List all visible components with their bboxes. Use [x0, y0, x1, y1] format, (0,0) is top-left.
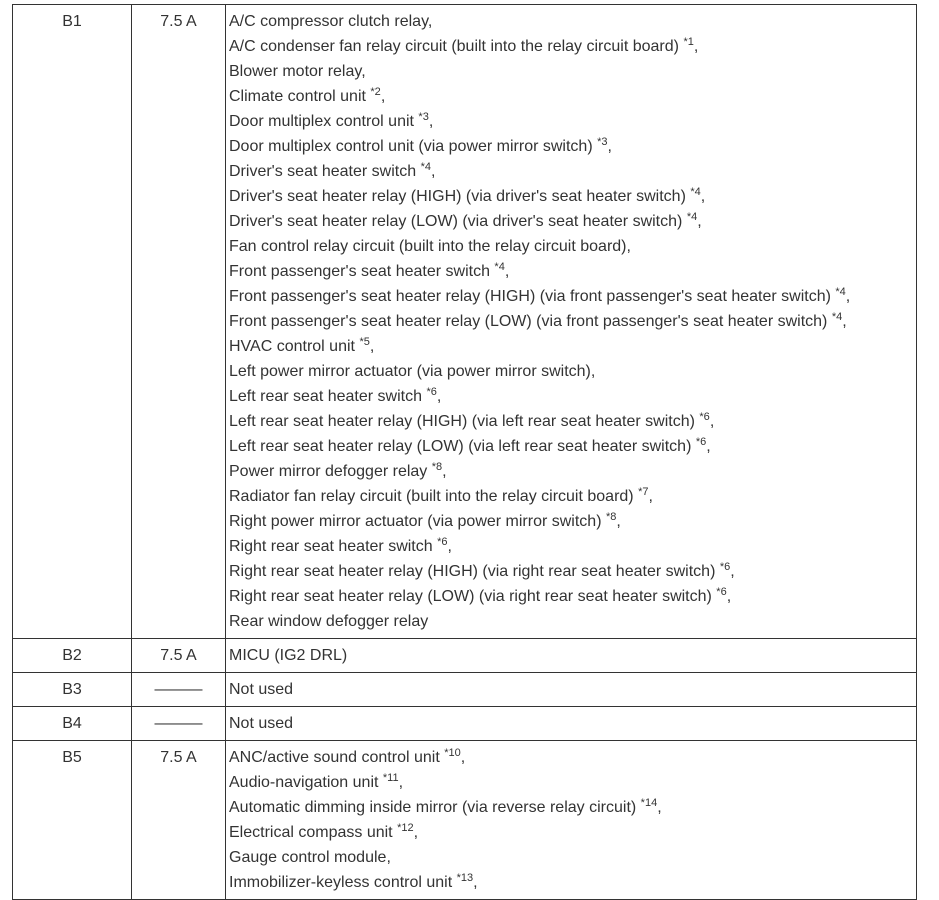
- footnote-marker: *14: [640, 797, 658, 809]
- fuse-row-b2: [13, 639, 917, 673]
- protected-circuits-cell: [226, 741, 917, 900]
- separator: ,: [693, 38, 699, 55]
- footnote-marker: *4: [835, 286, 846, 298]
- circuit-text: Right rear seat heater relay (LOW) (via right rear seat heater switch): [229, 588, 712, 605]
- separator: ,: [709, 413, 715, 430]
- footnote-marker: *5: [359, 336, 370, 348]
- footnote-marker: *3: [597, 136, 608, 148]
- footnote-marker: *12: [397, 822, 414, 834]
- protected-circuits-cell: [226, 673, 917, 707]
- circuit-line: [229, 309, 916, 334]
- circuit-line: [229, 711, 916, 736]
- separator: ,: [473, 874, 478, 891]
- separator: ,: [442, 463, 447, 480]
- circuit-line: [229, 643, 916, 668]
- circuit-line: [229, 134, 916, 159]
- circuit-text: Fan control relay circuit (built into the relay circuit board): [229, 238, 627, 255]
- circuit-text: Not used: [229, 715, 294, 732]
- separator: ,: [730, 563, 735, 580]
- circuit-line: [229, 359, 916, 384]
- footnote-marker: *7: [638, 486, 649, 498]
- footnote-marker: *1: [683, 36, 694, 48]
- circuit-text: A/C compressor clutch relay: [229, 13, 428, 30]
- circuit-text: Door multiplex control unit: [229, 113, 414, 130]
- circuit-line: [229, 84, 916, 109]
- circuit-text: Gauge control module: [229, 849, 387, 866]
- fuse-number-cell: B1: [13, 5, 132, 639]
- footnote-marker: *6: [719, 561, 731, 573]
- footnote-marker: *13: [456, 872, 474, 884]
- fuse-amperage-cell: 7.5 A: [132, 5, 226, 639]
- circuit-text: Left rear seat heater relay (HIGH) (via left rear seat heater switch): [229, 413, 695, 430]
- circuit-text: Blower motor relay: [229, 63, 362, 80]
- separator: ,: [398, 774, 404, 791]
- circuit-line: [229, 159, 916, 184]
- circuit-line: [229, 677, 916, 702]
- circuit-text: Power mirror defogger relay: [229, 463, 428, 480]
- circuit-line: [229, 870, 916, 895]
- footnote-marker: *10: [444, 747, 461, 759]
- circuit-text: Right power mirror actuator (via power mirror switch): [229, 513, 602, 530]
- circuit-text: MICU (IG2 DRL): [229, 647, 348, 664]
- circuit-line: [229, 509, 916, 534]
- separator: ,: [726, 588, 732, 605]
- separator: ,: [607, 138, 612, 155]
- fuse-row-b1: [13, 5, 917, 639]
- circuit-line: [229, 745, 916, 770]
- circuit-text: Front passenger's seat heater relay (HIGH) (via front passenger's seat heater switch): [229, 288, 831, 305]
- footnote-marker: *6: [695, 436, 707, 448]
- circuit-line: [229, 534, 916, 559]
- circuit-line: [229, 820, 916, 845]
- circuit-line: [229, 845, 916, 870]
- circuit-line: [229, 384, 916, 409]
- separator: ,: [706, 438, 711, 455]
- footnote-marker: *2: [370, 86, 381, 98]
- footnote-marker: *4: [686, 211, 698, 223]
- circuit-text: ANC/active sound control unit: [229, 749, 440, 766]
- footnote-marker: *6: [426, 386, 437, 398]
- circuit-text: Not used: [229, 681, 294, 698]
- circuit-line: [229, 209, 916, 234]
- circuit-text: Driver's seat heater relay (LOW) (via driver's seat heater switch): [229, 213, 683, 230]
- fuse-amperage-cell: 7.5 A: [132, 741, 226, 900]
- fuse-amperage-cell: 7.5 A: [132, 639, 226, 673]
- separator: ,: [648, 488, 653, 505]
- protected-circuits-cell: [226, 5, 917, 639]
- fuse-number-cell: B5: [13, 741, 132, 900]
- footnote-marker: *4: [690, 186, 701, 198]
- separator: ,: [616, 513, 621, 530]
- separator: ,: [590, 363, 596, 380]
- separator: ,: [428, 113, 434, 130]
- circuit-line: [229, 559, 916, 584]
- circuit-text: Driver's seat heater relay (HIGH) (via driver's seat heater switch): [229, 188, 686, 205]
- protected-circuits-cell: [226, 707, 917, 741]
- circuit-text: Climate control unit: [229, 88, 366, 105]
- circuit-line: [229, 584, 916, 609]
- separator: ,: [447, 538, 452, 555]
- circuit-line: [229, 109, 916, 134]
- footnote-marker: *6: [716, 586, 727, 598]
- circuit-text: Front passenger's seat heater relay (LOW) (via front passenger's seat heater switch): [229, 313, 828, 330]
- fuse-row-b3: [13, 673, 917, 707]
- fuse-number-cell: B3: [13, 673, 132, 707]
- fuse-row-b5: [13, 741, 917, 900]
- footnote-marker: *3: [418, 111, 429, 123]
- circuit-line: [229, 184, 916, 209]
- footnote-marker: *11: [382, 772, 399, 784]
- circuit-line: [229, 334, 916, 359]
- circuit-line: [229, 770, 916, 795]
- circuit-text: Automatic dimming inside mirror (via reverse relay circuit): [229, 799, 637, 816]
- fuse-number-cell: B4: [13, 707, 132, 741]
- separator: ,: [386, 849, 391, 866]
- circuit-line: [229, 9, 916, 34]
- fuse-table-body: [13, 5, 917, 900]
- circuit-text: Rear window defogger relay: [229, 613, 429, 630]
- circuit-text: HVAC control unit: [229, 338, 355, 355]
- circuit-line: [229, 284, 916, 309]
- separator: ,: [369, 338, 375, 355]
- circuit-line: [229, 459, 916, 484]
- circuit-line: [229, 259, 916, 284]
- separator: ,: [413, 824, 419, 841]
- separator: ,: [626, 238, 631, 255]
- circuit-text: Left rear seat heater relay (LOW) (via left rear seat heater switch): [229, 438, 692, 455]
- separator: ,: [430, 163, 436, 180]
- footnote-marker: *4: [420, 161, 431, 173]
- circuit-line: [229, 409, 916, 434]
- footnote-marker: *8: [431, 461, 443, 473]
- protected-circuits-cell: [226, 639, 917, 673]
- circuit-text: Radiator fan relay circuit (built into the relay circuit board): [229, 488, 634, 505]
- separator: ,: [700, 188, 706, 205]
- separator: ,: [697, 213, 702, 230]
- separator: ,: [504, 263, 510, 280]
- circuit-text: Front passenger's seat heater switch: [229, 263, 490, 280]
- circuit-text: Left rear seat heater switch: [229, 388, 422, 405]
- footnote-marker: *4: [494, 261, 505, 273]
- circuit-text: Immobilizer-keyless control unit: [229, 874, 453, 891]
- separator: ,: [657, 799, 662, 816]
- separator: ,: [361, 63, 366, 80]
- circuit-text: Left power mirror actuator (via power mirror switch): [229, 363, 591, 380]
- circuit-line: [229, 34, 916, 59]
- fuse-number-cell: B2: [13, 639, 132, 673]
- circuit-line: [229, 609, 916, 634]
- footnote-marker: *6: [699, 411, 710, 423]
- footnote-marker: *6: [437, 536, 448, 548]
- circuit-line: [229, 795, 916, 820]
- circuit-line: [229, 59, 916, 84]
- circuit-text: Driver's seat heater switch: [229, 163, 417, 180]
- circuit-line: [229, 434, 916, 459]
- fuse-amperage-cell: ———: [132, 707, 226, 741]
- circuit-text: Right rear seat heater switch: [229, 538, 433, 555]
- separator: ,: [845, 288, 851, 305]
- footnote-marker: *8: [605, 511, 617, 523]
- circuit-text: Door multiplex control unit (via power mirror switch): [229, 138, 593, 155]
- separator: ,: [427, 13, 433, 30]
- fuse-amperage-cell: ———: [132, 673, 226, 707]
- separator: ,: [842, 313, 847, 330]
- separator: ,: [380, 88, 386, 105]
- circuit-text: Right rear seat heater relay (HIGH) (via right rear seat heater switch): [229, 563, 716, 580]
- separator: ,: [436, 388, 442, 405]
- circuit-line: [229, 484, 916, 509]
- footnote-marker: *4: [831, 311, 843, 323]
- circuit-line: [229, 234, 916, 259]
- fuse-table: [12, 4, 917, 900]
- fuse-row-b4: [13, 707, 917, 741]
- circuit-text: A/C condenser fan relay circuit (built into the relay circuit board): [229, 38, 679, 55]
- circuit-text: Audio-navigation unit: [229, 774, 379, 791]
- separator: ,: [460, 749, 466, 766]
- circuit-text: Electrical compass unit: [229, 824, 393, 841]
